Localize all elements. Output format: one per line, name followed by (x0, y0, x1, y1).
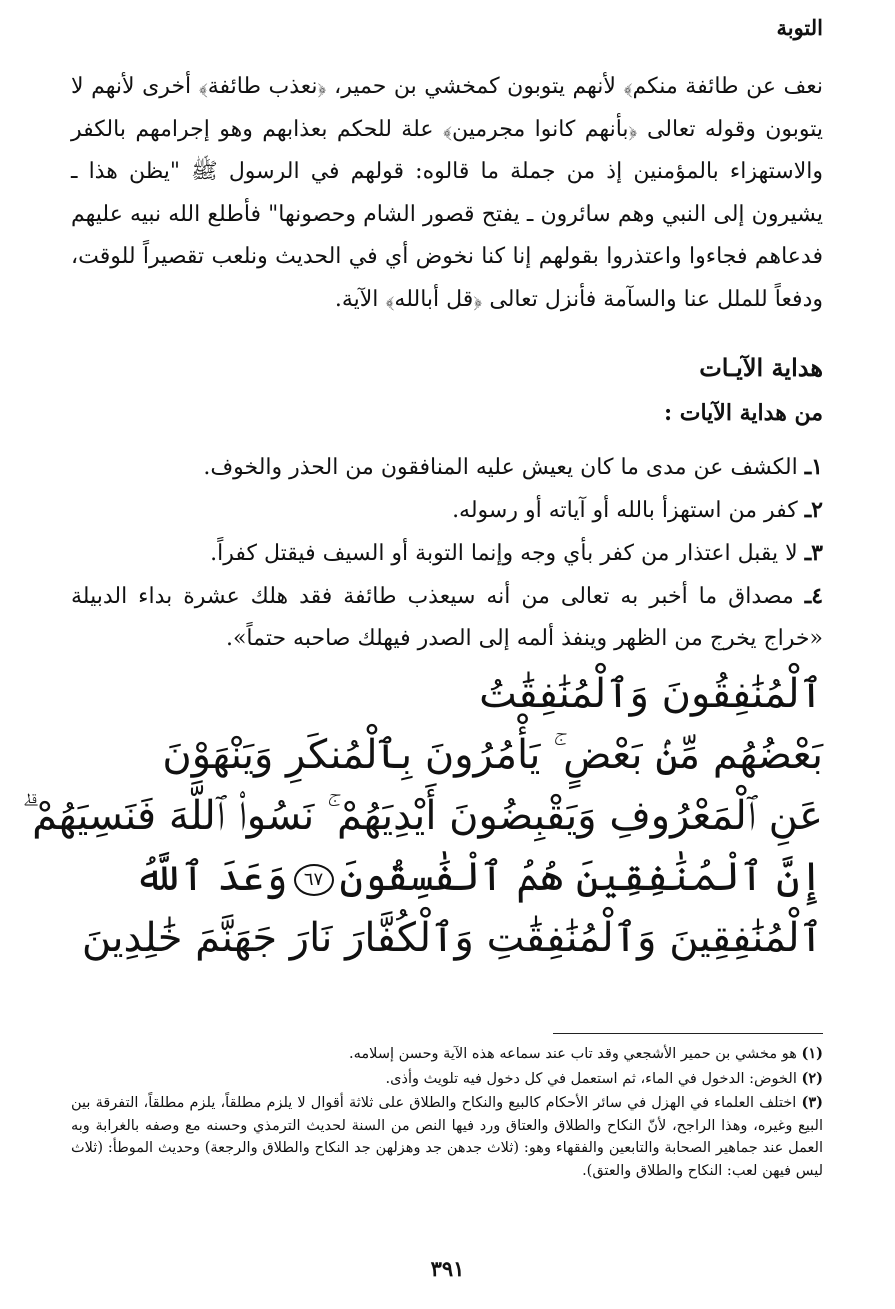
guidance-item (71, 532, 823, 575)
footnote-text: الخوض: الدخول في الماء، ثم استعمل في كل دخول فيه تلويث وأذى. (385, 1070, 797, 1087)
guidance-intro: من هداية الآيات : (663, 400, 823, 426)
item-text: الكشف عن مدى ما كان يعيش عليه المنافقون من الحذر والخوف. (203, 455, 798, 480)
running-header: التوبة (776, 15, 823, 40)
footnote-number: (٢) (801, 1069, 823, 1087)
footnote (71, 1068, 823, 1091)
item-text: لا يقبل اعتذار من كفر بأي وجه وإنما التوبة أو السيف فيقتل كفراً. (210, 541, 798, 566)
commentary-paragraph (71, 66, 823, 321)
item-number: ٢ـ (804, 497, 823, 523)
guidance-item (71, 575, 823, 660)
verse-line: عَنِ ٱلْمَعْرُوفِ وَيَقْبِضُونَ أَيْدِيَهُمْ ۚ نَسُوا۟ ٱللَّهَ فَنَسِيَهُمْ ۗ (22, 793, 823, 839)
footnote-number: (١) (801, 1045, 823, 1062)
footnote-text: اختلف العلماء في الهزل في سائر الأحكام كالبيع والنكاح والطلاق على ثلاثة أقوال لا يلزم مطلقاً، يلزم مطلقاً، التفرقة بين البيع وغيره، وهذا الراجح، لأنّ النكاح والطلاق والعتاق ورد فيها النص من السنة لحديث الترمذي وحسنه مع وصفه بالغرابة وبه العمل عند جماهير الصحابة والتابعين والفقهاء وهو: (ثلاث جدهن جد وهزلهن جد النكاح والطلاق والرجعة) وحديث الموطأ: (ثلاث ليس فيهن لعب: النكاح والطلاق والعتق). (71, 1095, 823, 1179)
footnote-divider (553, 1033, 823, 1034)
verse-line: ٱلْمُنَٰفِقُونَ وَٱلْمُنَٰفِقَٰتُ (479, 671, 823, 717)
guidance-item (71, 446, 823, 489)
footnote (71, 1043, 823, 1066)
verse-line: ٱلْمُنَٰفِقِينَ وَٱلْمُنَٰفِقَٰتِ وَٱلْكُفَّارَ نَارَ جَهَنَّمَ خَٰلِدِينَ (81, 915, 823, 961)
item-text: مصداق ما أخبر به تعالى من أنه سيعذب طائفة فقد هلك عشرة بداء الدبيلة «خراج يخرج من الظهر وينفذ ألمه إلى الصدر فيهلك صاحبه حتماً». (71, 584, 823, 651)
verse-line: بَعْضُهُم مِّنۢ بَعْضٍ ۚ يَأْمُرُونَ بِٱلْمُنكَرِ وَيَنْهَوْنَ (162, 732, 823, 778)
footnote-text: هو مخشي بن حمير الأشجعي وقد تاب عند سماعه هذه الآية وحسن إسلامه. (349, 1046, 797, 1062)
verse-line-continuation: وَعَدَ ٱللَّهُ (134, 854, 288, 900)
item-number: ١ـ (804, 454, 823, 480)
verse-line (71, 847, 823, 908)
quran-verses (22, 664, 823, 969)
footnotes (71, 1043, 823, 1184)
page-number: ٣٩١ (430, 1256, 465, 1281)
guidance-item (71, 489, 823, 532)
ayah-number-marker: ٦٧ (294, 864, 334, 896)
item-number: ٣ـ (804, 540, 823, 566)
verse-line-text: إِنَّ ٱلْمُنَٰفِقِينَ هُمُ ٱلْفَٰسِقُونَ (339, 854, 823, 900)
guidance-list (71, 446, 823, 660)
item-number: ٤ـ (804, 583, 824, 609)
item-text: كفر من استهزأ بالله أو آياته أو رسوله. (452, 498, 798, 523)
footnote (71, 1092, 823, 1182)
commentary-text: نعف عن طائفة منكم﴾ لأنهم يتوبون كمخشي بن حمير، ﴿نعذب طائفة﴾ أخرى لأنهم لا يتوبون وقوله تعالى ﴿بأنهم كانوا مجرمين﴾ علة للحكم بعذابهم وهو إجرامهم بالكفر والاستهزاء بالمؤمنين إذ من جملة ما قالوه: قولهم في الرسول ﷺ "يظن هذا ـ يشيرون إلى النبي وهم سائرون ـ يفتح قصور الشام وحصونها" فأطلع الله نبيه عليهم فدعاهم فجاءوا واعتذروا بقولهم إنا كنا نخوض أي في الحديث ونلعب تقصيراً للوقت، ودفعاً للملل عنا والسآمة فأنزل تعالى ﴿قل أبالله﴾ الآية. (71, 74, 823, 312)
footnote-number: (٣) (801, 1094, 823, 1111)
section-heading: هداية الآيـات (699, 353, 823, 382)
